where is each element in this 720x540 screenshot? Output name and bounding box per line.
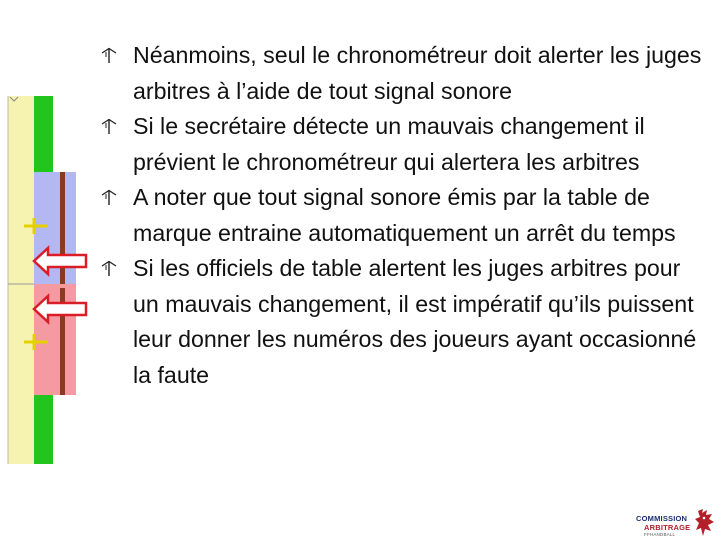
bullet-item bbox=[100, 251, 710, 393]
logo-line-arbitrage: ARBITRAGE bbox=[644, 523, 691, 532]
rooster-icon bbox=[694, 508, 716, 538]
court-sideline-yellow bbox=[8, 96, 34, 464]
bullet-text: Si les officiels de table alertent les juges arbitres pour un mauvais changement, il est impératif qu’ils puissent leur donner les numéros des joueurs ayant occasionné la faute bbox=[133, 255, 697, 388]
court-substitution-zone-illustration bbox=[0, 0, 90, 540]
pennant-bullet-icon bbox=[100, 188, 118, 206]
bullet-text: Si le secrétaire détecte un mauvais changement il prévient le chronométreur qui alertera les arbitres bbox=[133, 113, 645, 175]
commission-arbitrage-logo bbox=[632, 508, 718, 540]
pennant-bullet-icon bbox=[100, 46, 118, 64]
logo-line-commission: COMMISSION bbox=[636, 514, 688, 523]
bullet-text: Néanmoins, seul le chronométreur doit alerter les juges arbitres à l’aide de tout signal sonore bbox=[133, 42, 702, 104]
bullet-item bbox=[100, 38, 710, 109]
pennant-bullet-icon bbox=[100, 259, 118, 277]
bullet-text: A noter que tout signal sonore émis par la table de marque entraine automatiquement un arrêt du temps bbox=[133, 184, 676, 246]
substitution-zone-red bbox=[34, 284, 76, 395]
bullet-item bbox=[100, 180, 710, 251]
pennant-bullet-icon bbox=[100, 117, 118, 135]
bullet-list bbox=[100, 38, 710, 393]
bullet-item bbox=[100, 109, 710, 180]
logo-line-federation: FFHANDBALL bbox=[644, 532, 676, 537]
